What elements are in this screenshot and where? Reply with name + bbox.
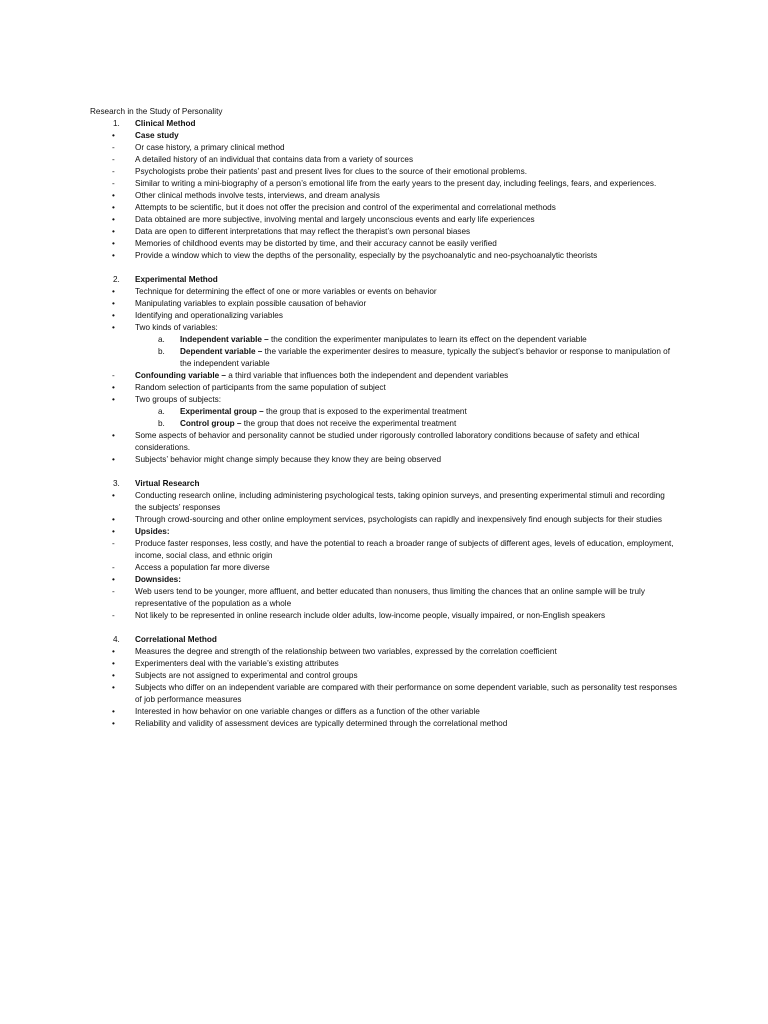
list-item: [90, 562, 678, 574]
item-description: Identifying and operationalizing variables: [135, 311, 283, 320]
item-letter: b.: [158, 347, 165, 356]
item-text: [135, 370, 678, 382]
bullet-marker: •: [112, 455, 115, 464]
list-item: [90, 142, 678, 154]
item-text: [135, 178, 678, 190]
item-text: [135, 310, 678, 322]
item-term: Upsides:: [135, 527, 170, 536]
item-text: [135, 514, 678, 526]
item-text: [135, 250, 678, 262]
item-description: Produce faster responses, less costly, and have the potential to reach a broader range of subjects of different ages, levels of education, employment, income, social class, and ethnic origin: [135, 539, 674, 560]
sub-list-item: [90, 406, 678, 418]
item-description: Interested in how behavior on one variable changes or differs as a function of the other variable: [135, 707, 480, 716]
item-text: [135, 238, 678, 250]
item-description: Subjects’ behavior might change simply because they know they are being observed: [135, 455, 441, 464]
item-term: Downsides:: [135, 575, 181, 584]
list-item: [90, 238, 678, 250]
item-description: Two groups of subjects:: [135, 395, 222, 404]
section-heading: [90, 634, 678, 646]
bullet-marker: •: [112, 719, 115, 728]
list-item: [90, 682, 678, 706]
bullet-marker: •: [112, 707, 115, 716]
item-description: Subjects who differ on an independent variable are compared with their performance on some dependent variable, such as personality test responses of job performance measures: [135, 683, 677, 704]
list-item: [90, 454, 678, 466]
item-description: Measures the degree and strength of the relationship between two variables, expressed by the correlation coefficient: [135, 647, 557, 656]
list-item: [90, 586, 678, 610]
item-letter: a.: [158, 335, 165, 344]
item-text: [135, 130, 678, 142]
item-description: Provide a window which to view the depths of the personality, especially by the psychoanalytic and neo-psychoanalytic theorists: [135, 251, 598, 260]
section-4: [90, 634, 678, 730]
bullet-marker: •: [112, 131, 115, 140]
bullet-marker: •: [112, 575, 115, 584]
section-heading-text: [135, 478, 678, 490]
item-text: [135, 718, 678, 730]
item-text: [180, 346, 678, 370]
bullet-marker: -: [112, 611, 115, 620]
item-text: [135, 526, 678, 538]
sections-container: [90, 118, 678, 730]
bullet-marker: -: [112, 167, 115, 176]
item-text: [180, 418, 678, 430]
section-number: 2.: [113, 275, 120, 284]
item-text: [135, 610, 678, 622]
list-item: [90, 154, 678, 166]
item-text: [135, 382, 678, 394]
item-description: Two kinds of variables:: [135, 323, 218, 332]
list-item: [90, 490, 678, 514]
item-description: A detailed history of an individual that contains data from a variety of sources: [135, 155, 414, 164]
list-item: [90, 202, 678, 214]
section-heading-label: Clinical Method: [135, 119, 196, 128]
item-description: Reliability and validity of assessment devices are typically determined through the correlational method: [135, 719, 508, 728]
item-description: Subjects are not assigned to experimental and control groups: [135, 671, 358, 680]
section-heading-label: Virtual Research: [135, 479, 200, 488]
section-number: 3.: [113, 479, 120, 488]
document-title: Research in the Study of Personality: [90, 107, 223, 116]
item-description: Similar to writing a mini-biography of a person’s emotional life from the early years to the present day, including feelings, fears, and experiences.: [135, 179, 657, 188]
bullet-marker: •: [112, 491, 115, 500]
item-text: [135, 430, 678, 454]
item-text: [135, 298, 678, 310]
item-description: Data are open to different interpretations that may reflect the therapist’s own personal biases: [135, 227, 471, 236]
item-description: Conducting research online, including administering psychological tests, taking opinion surveys, and presenting experimental stimuli and recording the subjects’ responses: [135, 491, 665, 512]
item-term: Control group –: [180, 419, 244, 428]
list-item: [90, 214, 678, 226]
bullet-marker: •: [112, 383, 115, 392]
item-term: Dependent variable –: [180, 347, 265, 356]
list-item: [90, 718, 678, 730]
item-description: the condition the experimenter manipulates to learn its effect on the dependent variable: [271, 335, 587, 344]
bullet-marker: •: [112, 287, 115, 296]
item-text: [135, 670, 678, 682]
list-item: [90, 382, 678, 394]
bullet-marker: •: [112, 395, 115, 404]
list-item: [90, 706, 678, 718]
item-term: Independent variable –: [180, 335, 271, 344]
bullet-marker: •: [112, 251, 115, 260]
list-item: [90, 574, 678, 586]
list-item: [90, 670, 678, 682]
item-text: [135, 574, 678, 586]
bullet-marker: •: [112, 431, 115, 440]
item-description: the group that does not receive the experimental treatment: [243, 419, 457, 428]
list-item: [90, 286, 678, 298]
bullet-marker: •: [112, 515, 115, 524]
section-1: [90, 118, 678, 262]
list-item: [90, 250, 678, 262]
item-text: [135, 490, 678, 514]
bullet-marker: -: [112, 371, 115, 380]
list-item: [90, 298, 678, 310]
item-letter: b.: [158, 419, 165, 428]
sub-list-item: [90, 346, 678, 370]
item-description: Other clinical methods involve tests, interviews, and dream analysis: [135, 191, 380, 200]
item-term: Confounding variable –: [135, 371, 229, 380]
item-text: [135, 190, 678, 202]
bullet-marker: -: [112, 563, 115, 572]
item-text: [135, 586, 678, 610]
item-text: [180, 334, 678, 346]
sub-list-item: [90, 334, 678, 346]
item-text: [135, 286, 678, 298]
bullet-marker: •: [112, 191, 115, 200]
item-description: Or case history, a primary clinical method: [135, 143, 285, 152]
item-description: Data obtained are more subjective, involving mental and largely unconscious events and early life experiences: [135, 215, 535, 224]
section-heading-label: Correlational Method: [135, 635, 217, 644]
bullet-marker: •: [112, 227, 115, 236]
list-item: [90, 394, 678, 406]
bullet-marker: •: [112, 671, 115, 680]
item-description: Not likely to be represented in online research include older adults, low-income people, visually impaired, or non-English speakers: [135, 611, 606, 620]
item-text: [135, 646, 678, 658]
item-description: Manipulating variables to explain possible causation of behavior: [135, 299, 367, 308]
item-description: Memories of childhood events may be distorted by time, and their accuracy cannot be easily verified: [135, 239, 497, 248]
item-description: Web users tend to be younger, more affluent, and better educated than nonusers, thus limiting the chances that an online sample will be truly representative of the population as a whole: [135, 587, 645, 608]
bullet-marker: •: [112, 299, 115, 308]
bullet-marker: -: [112, 539, 115, 548]
bullet-marker: •: [112, 323, 115, 332]
item-description: Psychologists probe their patients’ past and present lives for clues to the source of their emotional problems.: [135, 167, 527, 176]
list-item: [90, 514, 678, 526]
section-heading-text: [135, 274, 678, 286]
item-text: [135, 214, 678, 226]
item-description: Attempts to be scientific, but it does not offer the precision and control of the experimental and correlational methods: [135, 203, 556, 212]
list-item: [90, 322, 678, 334]
item-text: [135, 562, 678, 574]
item-description: Some aspects of behavior and personality cannot be studied under rigorously controlled laboratory conditions because of safety and ethical considerations.: [135, 431, 640, 452]
item-text: [135, 166, 678, 178]
list-item: [90, 610, 678, 622]
item-term: Case study: [135, 131, 179, 140]
item-description: Random selection of participants from the same population of subject: [135, 383, 386, 392]
item-description: Technique for determining the effect of one or more variables or events on behavior: [135, 287, 437, 296]
document-page: [90, 106, 678, 736]
item-text: [180, 406, 678, 418]
bullet-marker: -: [112, 143, 115, 152]
item-description: Through crowd-sourcing and other online employment services, psychologists can rapidly and inexpensively find enough subjects for their studies: [135, 515, 663, 524]
section-number: 4.: [113, 635, 120, 644]
section-heading-text: [135, 118, 678, 130]
section-heading-label: Experimental Method: [135, 275, 218, 284]
section-heading: [90, 478, 678, 490]
item-text: [135, 154, 678, 166]
list-item: [90, 526, 678, 538]
bullet-marker: -: [112, 179, 115, 188]
list-item: [90, 538, 678, 562]
item-text: [135, 142, 678, 154]
list-item: [90, 190, 678, 202]
item-text: [135, 454, 678, 466]
item-description: the variable the experimenter desires to measure, typically the subject’s behavior or response to manipulation of the independent variable: [180, 347, 670, 368]
list-item: [90, 658, 678, 670]
section-heading: [90, 118, 678, 130]
list-item: [90, 310, 678, 322]
item-description: the group that is exposed to the experimental treatment: [266, 407, 467, 416]
bullet-marker: •: [112, 683, 115, 692]
item-text: [135, 658, 678, 670]
item-text: [135, 226, 678, 238]
bullet-marker: -: [112, 155, 115, 164]
sub-list-item: [90, 418, 678, 430]
bullet-marker: •: [112, 203, 115, 212]
item-description: Access a population far more diverse: [135, 563, 270, 572]
item-description: Experimenters deal with the variable’s existing attributes: [135, 659, 339, 668]
item-text: [135, 202, 678, 214]
item-text: [135, 706, 678, 718]
item-description: a third variable that influences both the independent and dependent variables: [228, 371, 509, 380]
item-text: [135, 322, 678, 334]
section-3: [90, 478, 678, 622]
item-letter: a.: [158, 407, 165, 416]
list-item: [90, 646, 678, 658]
bullet-marker: •: [112, 215, 115, 224]
list-item: [90, 166, 678, 178]
item-term: Experimental group –: [180, 407, 266, 416]
list-item: [90, 370, 678, 382]
item-text: [135, 682, 678, 706]
list-item: [90, 430, 678, 454]
bullet-marker: •: [112, 239, 115, 248]
bullet-marker: •: [112, 647, 115, 656]
item-text: [135, 394, 678, 406]
section-heading-text: [135, 634, 678, 646]
bullet-marker: •: [112, 659, 115, 668]
list-item: [90, 178, 678, 190]
list-item: [90, 226, 678, 238]
section-2: [90, 274, 678, 466]
bullet-marker: -: [112, 587, 115, 596]
bullet-marker: •: [112, 311, 115, 320]
bullet-marker: •: [112, 527, 115, 536]
list-item: [90, 130, 678, 142]
section-heading: [90, 274, 678, 286]
item-text: [135, 538, 678, 562]
section-number: 1.: [113, 119, 120, 128]
